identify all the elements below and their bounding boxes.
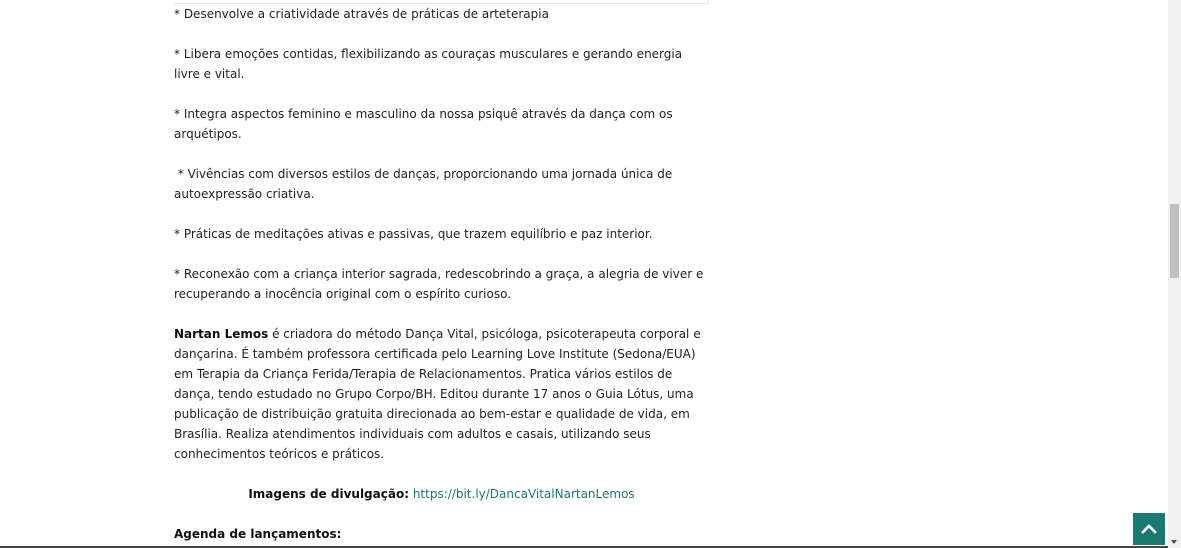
bio-paragraph: [174, 324, 709, 464]
agenda-heading: [174, 524, 709, 544]
vertical-scrollbar[interactable]: [1168, 0, 1181, 548]
bullet-creativity: * Desenvolve a criatividade através de práticas de arteterapia: [174, 7, 549, 21]
bullet-meditations: * Práticas de meditações ativas e passivas, que trazem equilíbrio e paz interior.: [174, 227, 653, 241]
bullet-emotions: * Libera emoções contidas, flexibilizando as couraças musculares e gerando energia livre e vital.: [174, 47, 683, 81]
back-to-top-button[interactable]: [1133, 513, 1165, 545]
images-label: Imagens de divulgação:: [248, 487, 409, 501]
images-line: [174, 484, 709, 504]
bio-text: é criadora do método Dança Vital, psicóloga, psicoterapeuta corporal e dançarina. É também professora certificada pelo Learning Love Institute (Sedona/EUA) em Terapia da Criança Ferida/Terapia de Relacionamentos. Pratica vários estilos de dança, tendo estudado no Grupo Corpo/BH. Editou durante 17 anos o Guia Lótus, uma publicação de distribuição gratuita direcionada ao bem-estar e qualidade de vida, em Brasília. Realiza atendimentos individuais com adultos e casais, utilizando seus conhecimentos teóricos e práticos.: [174, 327, 701, 461]
bio-name: Nartan Lemos: [174, 327, 269, 341]
bullet-dance-styles: * Vivências com diversos estilos de danças, proporcionando uma jornada única de autoexpressão criativa.: [174, 167, 677, 201]
chevron-up-icon: [1141, 521, 1157, 537]
bullet-feminine-masculine: * Integra aspectos feminino e masculino da nossa psiquê através da dança com os arquétipos.: [174, 107, 673, 141]
bullet-inner-child: * Reconexão com a criança interior sagrada, redescobrindo a graça, a alegria de viver e recuperando a inocência original com o espírito curioso.: [174, 267, 704, 301]
images-link[interactable]: https://bit.ly/DancaVitalNartanLemos: [412, 487, 635, 501]
scroll-down-arrow-icon[interactable]: [1171, 540, 1177, 544]
agenda-heading-text: Agenda de lançamentos:: [174, 527, 342, 541]
scrollbar-thumb[interactable]: [1170, 204, 1179, 278]
